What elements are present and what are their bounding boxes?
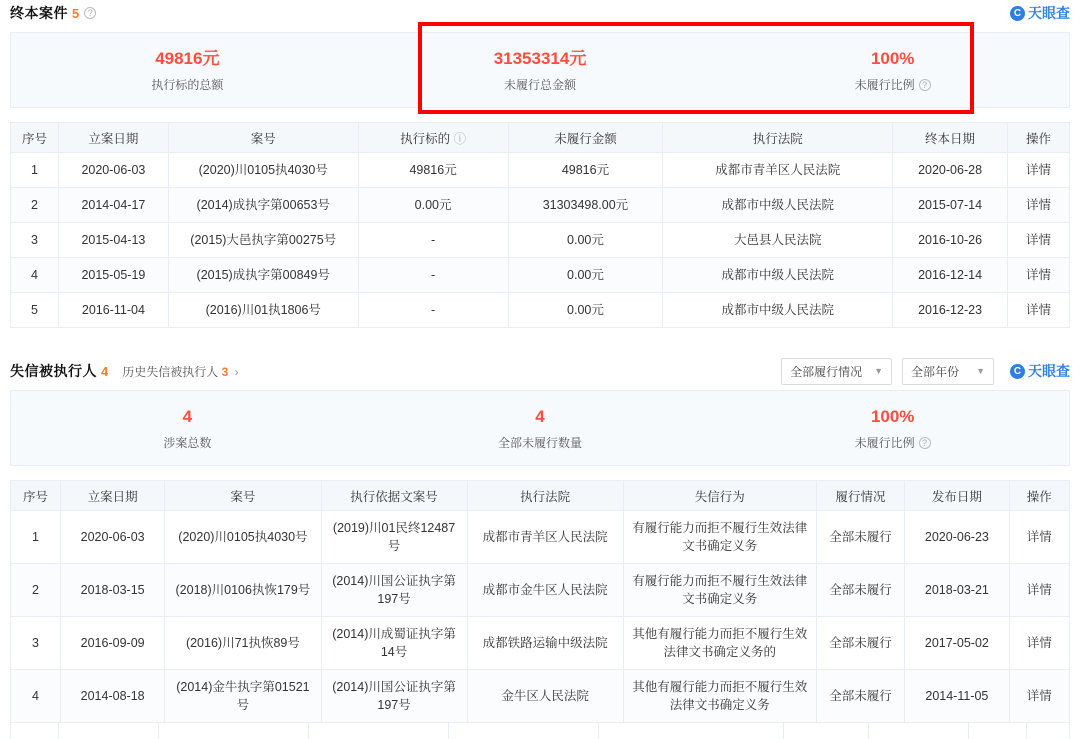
summary-cell: [716, 391, 1069, 465]
chevron-down-icon: ▼: [874, 366, 883, 376]
section-title: 失信被执行人: [10, 363, 97, 379]
detail-link[interactable]: 详情: [1009, 564, 1070, 617]
col-actions: 操作: [1009, 481, 1070, 511]
cell-filing-date: 2014-08-18: [61, 670, 165, 723]
cell-dishonest-behavior: 其他有履行能力而拒不履行生效法律文书确定义务: [623, 670, 816, 723]
summary-cell: [364, 33, 717, 107]
cell-dishonest-behavior: 有履行能力而拒不履行生效法律文书确定义务: [623, 511, 816, 564]
filter-performance-status[interactable]: [781, 358, 892, 385]
brand-mark-icon: C: [1010, 364, 1025, 379]
cell-case-no: (2015)大邑执字第00275号: [168, 223, 358, 258]
section-title: 终本案件: [10, 5, 68, 21]
col-index: 序号: [11, 123, 59, 153]
summary-value: 31353314元: [493, 48, 587, 68]
cell-filing-date: 2015-05-19: [58, 258, 168, 293]
detail-link[interactable]: 详情: [1008, 223, 1070, 258]
summary-value: 100%: [870, 48, 915, 68]
history-count: 3: [221, 364, 229, 379]
help-icon[interactable]: ?: [919, 79, 931, 91]
cell-court: 成都市中级人民法院: [663, 188, 893, 223]
summary-label: 涉案总数: [163, 435, 212, 450]
cell-court: 金牛区人民法院: [467, 670, 623, 723]
summary-label: 未履行比例 ?: [855, 434, 931, 451]
summary-cell: [11, 33, 364, 107]
table-header-row: [11, 481, 1070, 511]
table-row: [11, 153, 1070, 188]
help-icon[interactable]: ⓘ: [453, 131, 467, 146]
cell-case-no: (2016)川71执恢89号: [165, 617, 321, 670]
detail-link[interactable]: 详情: [1009, 511, 1070, 564]
cell-subject: -: [358, 223, 508, 258]
brand-mark-icon: C: [1010, 6, 1025, 21]
filter-group: [781, 358, 994, 385]
cell-publish-date: 2020-06-23: [905, 511, 1009, 564]
col-court: 执行法院: [663, 123, 893, 153]
cell-court: 成都市青羊区人民法院: [663, 153, 893, 188]
cell-basis-doc-no: (2014)川国公证执字第197号: [321, 670, 467, 723]
cell-case-no: (2015)成执字第00849号: [168, 258, 358, 293]
cell-unperformed-amount: 0.00元: [508, 293, 663, 328]
section-header-final-cases: [0, 0, 1080, 26]
detail-link[interactable]: 详情: [1008, 188, 1070, 223]
col-final-date: 终本日期: [893, 123, 1008, 153]
cell-performance-status: 全部未履行: [816, 617, 905, 670]
cell-unperformed-amount: 49816元: [508, 153, 663, 188]
filter-year[interactable]: [902, 358, 994, 385]
summary-cell: [11, 391, 364, 465]
table-final-cases: [10, 122, 1070, 328]
cell-publish-date: 2014-11-05: [905, 670, 1009, 723]
cell-filing-date: 2016-09-09: [61, 617, 165, 670]
cell-court: 成都市中级人民法院: [663, 293, 893, 328]
section-header-dishonest: [0, 358, 1080, 384]
cell-case-no: (2014)金牛执字第01521号: [165, 670, 321, 723]
summary-label: 执行标的总额: [151, 77, 224, 92]
table-row: [11, 258, 1070, 293]
col-actions: 操作: [1008, 123, 1070, 153]
col-court: 执行法院: [467, 481, 623, 511]
summary-value: 4: [182, 406, 193, 426]
cell-performance-status: 全部未履行: [816, 511, 905, 564]
cell-case-no: (2020)川0105执4030号: [168, 153, 358, 188]
cell-court: 成都市青羊区人民法院: [467, 511, 623, 564]
cell-index: 1: [11, 153, 59, 188]
cell-court: 成都市金牛区人民法院: [467, 564, 623, 617]
cell-dishonest-behavior: 其他有履行能力而拒不履行生效法律文书确定义务的: [623, 617, 816, 670]
help-icon[interactable]: ?: [84, 7, 96, 19]
summary-cell: [716, 33, 1069, 107]
table-row: [11, 617, 1070, 670]
cell-filing-date: 2015-04-13: [58, 223, 168, 258]
cell-subject: 0.00元: [358, 188, 508, 223]
summary-panel-final-cases: [10, 32, 1070, 108]
summary-label: 未履行比例 ?: [855, 76, 931, 93]
col-dishonest-behavior: 失信行为: [623, 481, 816, 511]
cell-index: 4: [11, 670, 61, 723]
brand-logo: [1010, 3, 1070, 23]
cell-index: 5: [11, 293, 59, 328]
cell-index: 1: [11, 511, 61, 564]
cell-filing-date: 2018-03-15: [61, 564, 165, 617]
summary-panel-dishonest: [10, 390, 1070, 466]
detail-link[interactable]: 详情: [1008, 258, 1070, 293]
cell-index: 4: [11, 258, 59, 293]
summary-value: 4: [535, 406, 545, 426]
cell-filing-date: 2014-04-17: [58, 188, 168, 223]
chevron-right-icon: ›: [234, 364, 239, 379]
cell-index: 2: [11, 188, 59, 223]
table-row: [11, 564, 1070, 617]
brand-label: 天眼查: [1028, 5, 1070, 21]
detail-link[interactable]: 详情: [1009, 617, 1070, 670]
cell-final-date: 2020-06-28: [893, 153, 1008, 188]
col-basis-doc-no: 执行依据文案号: [321, 481, 467, 511]
help-icon[interactable]: ?: [919, 437, 931, 449]
cell-dishonest-behavior: 有履行能力而拒不履行生效法律文书确定义务: [623, 564, 816, 617]
history-label: 历史失信被执行人: [122, 364, 219, 379]
cell-index: 3: [11, 617, 61, 670]
table-row: [11, 188, 1070, 223]
col-publish-date: 发布日期: [905, 481, 1009, 511]
col-filing-date: 立案日期: [58, 123, 168, 153]
section-count: 4: [101, 363, 109, 379]
cell-basis-doc-no: (2014)川成蜀证执字第14号: [321, 617, 467, 670]
summary-cell: [364, 391, 717, 465]
cell-filing-date: 2016-11-04: [58, 293, 168, 328]
cell-unperformed-amount: 31303498.00元: [508, 188, 663, 223]
filter-label: 全部年份: [911, 364, 960, 379]
table-row: [11, 511, 1070, 564]
col-index: 序号: [11, 481, 61, 511]
cell-subject: -: [358, 293, 508, 328]
table-header-row: [11, 123, 1070, 153]
detail-link[interactable]: 详情: [1008, 293, 1070, 328]
cell-unperformed-amount: 0.00元: [508, 258, 663, 293]
summary-value: 49816元: [155, 48, 220, 68]
summary-value: 100%: [870, 406, 915, 426]
section-gap: [0, 328, 1080, 358]
cell-case-no: (2016)川01执1806号: [168, 293, 358, 328]
cell-final-date: 2016-10-26: [893, 223, 1008, 258]
cell-filing-date: 2020-06-03: [58, 153, 168, 188]
cell-performance-status: 全部未履行: [816, 564, 905, 617]
cell-basis-doc-no: (2019)川01民终12487号: [321, 511, 467, 564]
cell-basis-doc-no: (2014)川国公证执字第197号: [321, 564, 467, 617]
section-count: 5: [72, 5, 80, 21]
cell-index: 3: [11, 223, 59, 258]
cell-final-date: 2016-12-23: [893, 293, 1008, 328]
col-subject: 执行标的 ⓘ: [358, 123, 508, 153]
cell-court: 成都铁路运输中级法院: [467, 617, 623, 670]
cell-subject: 49816元: [358, 153, 508, 188]
cell-unperformed-amount: 0.00元: [508, 223, 663, 258]
cell-subject: -: [358, 258, 508, 293]
table-row: [11, 293, 1070, 328]
cell-case-no: (2018)川0106执恢179号: [165, 564, 321, 617]
brand-logo: [1010, 361, 1070, 381]
filter-label: 全部履行情况: [790, 364, 863, 379]
detail-link[interactable]: 详情: [1008, 153, 1070, 188]
col-case-no: 案号: [168, 123, 358, 153]
col-unperformed-amount: 未履行金额: [508, 123, 663, 153]
cell-publish-date: 2017-05-02: [905, 617, 1009, 670]
history-link[interactable]: [122, 363, 238, 380]
brand-label: 天眼查: [1028, 363, 1070, 379]
table-dishonest: [10, 480, 1070, 723]
col-filing-date: 立案日期: [61, 481, 165, 511]
cell-index: 2: [11, 564, 61, 617]
col-case-no: 案号: [165, 481, 321, 511]
chevron-down-icon: ▼: [976, 366, 985, 376]
cell-court: 大邑县人民法院: [663, 223, 893, 258]
cell-court: 成都市中级人民法院: [663, 258, 893, 293]
cell-publish-date: 2018-03-21: [905, 564, 1009, 617]
summary-label: 全部未履行数量: [498, 435, 583, 450]
detail-link[interactable]: 详情: [1009, 670, 1070, 723]
summary-label: 未履行总金额: [504, 77, 577, 92]
cell-case-no: (2014)成执字第00653号: [168, 188, 358, 223]
cell-final-date: 2015-07-14: [893, 188, 1008, 223]
cell-performance-status: 全部未履行: [816, 670, 905, 723]
table-row: [11, 223, 1070, 258]
cell-filing-date: 2020-06-03: [61, 511, 165, 564]
table-row: [11, 670, 1070, 723]
cell-final-date: 2016-12-14: [893, 258, 1008, 293]
col-performance-status: 履行情况: [816, 481, 905, 511]
cell-case-no: (2020)川0105执4030号: [165, 511, 321, 564]
